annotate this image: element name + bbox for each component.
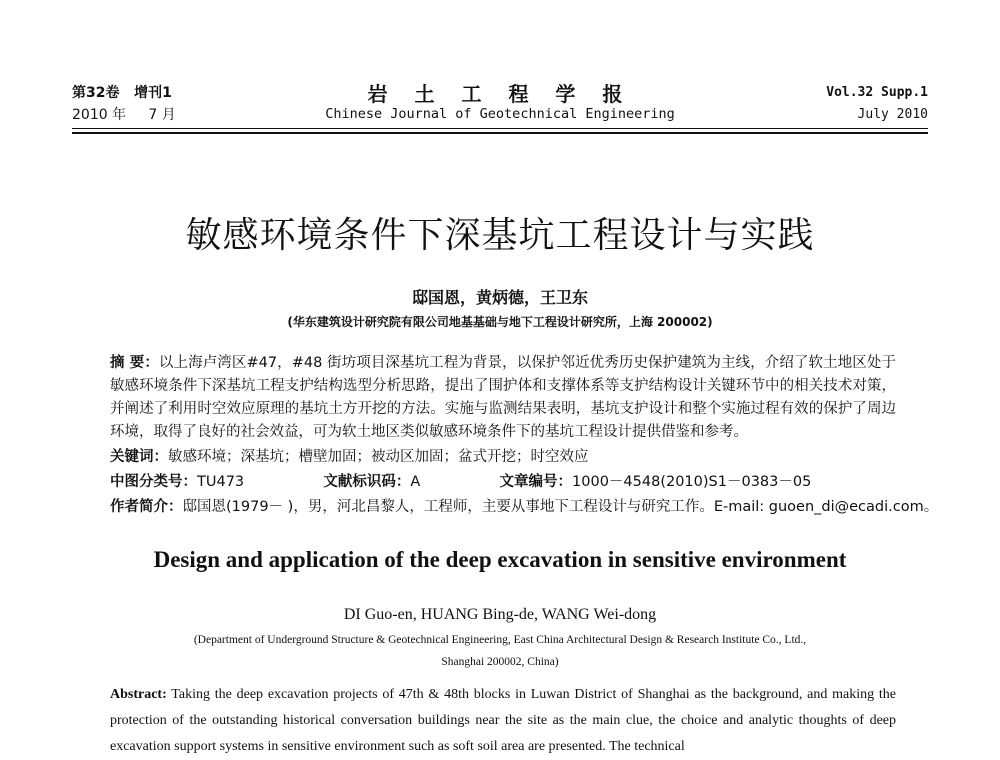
article-title-en: Design and application of the deep excavation in sensitive environment xyxy=(153,547,847,572)
article-title-cn: 敏感环境条件下深基坑工程设计与实践 xyxy=(185,215,815,256)
abstract-text-en: Taking the deep excavation projects of 47th & 48th blocks in Luwan District of Shanghai as the background, and making the protection of the outstanding historical conversation buildings near the site as the main clue, the choice and analytic thoughts of deep excavation support systems in sensitive environment such as soft soil area are presented. The technical xyxy=(110,687,897,754)
abstract-text-cn: 以上海卢湾区#47，#48 街坊项目深基坑工程为背景，以保护邻近优秀历史保护建筑为主线，介绍了软土地区处于敏感环境条件下深基坑工程支护结构选型分析思路，提出了围护体和支撑体系等支护结构设计关键环节中的相关技术对策，并阐述了利用时空效应原理的基坑土方开挖的方法。实施与监测结果表明，基坑支护设计和整个实施过程有效的保护了周边环境，取得了良好的社会效益，可为软土地区类似敏感环境条件下的基坑工程设计提供借鉴和参考。 xyxy=(110,355,896,440)
journal-name-en: Chinese Journal of Geotechnical Engineering xyxy=(325,106,675,122)
keywords-cn-line xyxy=(110,447,589,467)
author-intro: 邸国恩(1979－ )，男，河北昌黎人，工程师，主要从事地下工程设计与研究工作。E-mail: guoen_di@ecadi.com。 xyxy=(182,499,939,515)
header-month-cn: 7 月 xyxy=(148,107,176,123)
authors-en: DI Guo-en, HUANG Bing-de, WANG Wei-dong xyxy=(343,606,657,623)
header-volume-cn: 第32卷 xyxy=(72,85,120,101)
abstract-label-en: Abstract: xyxy=(110,687,167,702)
header-date-en: July 2010 xyxy=(857,107,928,122)
article-no-value: 1000－4548(2010)S1－0383－05 xyxy=(572,474,812,490)
affiliation-en-1: (Department of Underground Structure & Geotechnical Engineering, East China Architectural Design & Research Institute Co., Ltd., xyxy=(193,634,807,646)
keywords-cn: 敏感环境；深基坑；槽壁加固；被动区加固；盆式开挖；时空效应 xyxy=(168,449,589,465)
header-volume-en: Vol.32 Supp.1 xyxy=(826,85,928,100)
clc-value: TU473 xyxy=(197,474,245,490)
author-intro-label: 作者简介： xyxy=(110,499,183,515)
author-intro-line xyxy=(110,497,938,517)
header-year-cn: 2010 年 xyxy=(72,107,127,123)
doc-code-value: A xyxy=(410,474,421,490)
header-rule-thin xyxy=(72,128,928,129)
affiliation-cn: (华东建筑设计研究院有限公司地基基础与地下工程设计研究所，上海 200002) xyxy=(287,315,713,329)
classification-line xyxy=(110,472,811,492)
header-supplement-cn: 增刊1 xyxy=(134,85,172,101)
abstract-cn xyxy=(110,352,896,444)
clc-label: 中图分类号： xyxy=(110,474,197,490)
authors-cn: 邸国恩，黄炳德，王卫东 xyxy=(411,288,588,307)
journal-name-cn: 岩 土 工 程 学 报 xyxy=(367,82,633,106)
affiliation-en-2: Shanghai 200002, China) xyxy=(441,656,559,668)
keywords-label-cn: 关键词： xyxy=(110,449,168,465)
doc-code-label: 文献标识码： xyxy=(323,474,411,490)
abstract-en xyxy=(110,682,896,760)
article-no-label: 文章编号： xyxy=(499,474,573,490)
abstract-label-cn: 摘 要： xyxy=(110,355,159,371)
header-rule-thick xyxy=(72,132,928,134)
